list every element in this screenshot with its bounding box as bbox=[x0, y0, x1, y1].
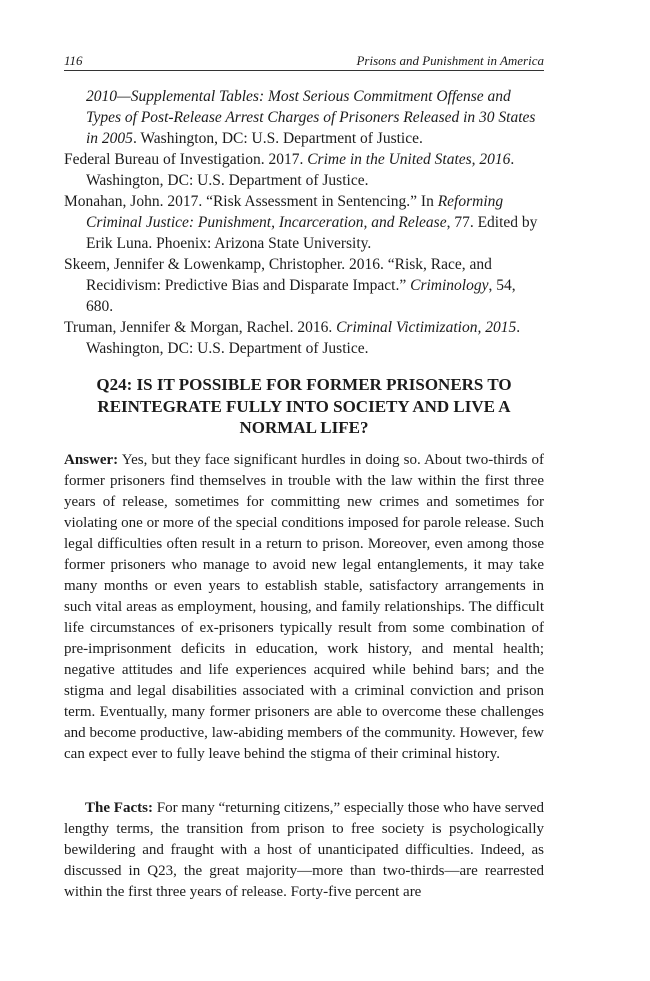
reference-entry bbox=[64, 191, 544, 254]
reference-text: Monahan, John. 2017. “Risk Assessment in Sentencing.” In bbox=[64, 193, 438, 210]
page-number: 116 bbox=[64, 53, 83, 68]
reference-text: , 77. Edited by Erik Luna. Phoenix: Arizona State University. bbox=[86, 214, 538, 252]
reference-text: , 54, 680. bbox=[86, 277, 516, 315]
reference-entry bbox=[64, 317, 544, 359]
facts-paragraph bbox=[64, 798, 544, 903]
reference-title: Reforming Criminal Justice: Punishment, Incarceration, and Release bbox=[86, 193, 504, 231]
page-header bbox=[64, 50, 544, 71]
facts-text: For many “returning citizens,” especially those who have served lengthy terms, the transition from prison to free society is psychologically bewildering and fraught with a host of unanticipated difficulties. Indeed, as discussed in Q23, the great majority—more than two-thirds—are rearrested within the first three years of release. Forty-five percent are bbox=[64, 800, 545, 900]
reference-list bbox=[64, 86, 544, 359]
reference-text: . Washington, DC: U.S. Department of Justice. bbox=[86, 319, 521, 357]
reference-title: Criminal Victimization, 2015 bbox=[336, 319, 517, 336]
reference-title: 2010—Supplemental Tables: Most Serious Commitment Offense and Types of Post-Release Arrest Charges of Prisoners Released in 30 States in 2005 bbox=[86, 88, 536, 147]
answer-label: Answer: bbox=[64, 452, 119, 468]
facts-label: The Facts: bbox=[85, 800, 153, 816]
reference-entry bbox=[64, 86, 544, 149]
reference-entry bbox=[64, 149, 544, 191]
reference-title: Crime in the United States, 2016 bbox=[307, 151, 511, 168]
reference-text: Federal Bureau of Investigation. 2017. bbox=[64, 151, 308, 168]
answer-paragraph bbox=[64, 450, 544, 765]
reference-text: Skeem, Jennifer & Lowenkamp, Christopher. 2016. “Risk, Race, and Recidivism: Predictive Bias and Disparate Impact.” bbox=[64, 256, 492, 294]
answer-text: Yes, but they face significant hurdles in doing so. About two-thirds of former prisoners find themselves in trouble with the law within the first three years of release, sometimes for committing new crimes and sometimes for violating one or more of the special conditions imposed for parole release. Such legal difficulties often result in a return to prison. Moreover, even among those former prisoners who manage to avoid new legal entanglements, it may take many months or even years to establish stable, satisfactory arrangements in such vital areas as employment, housing, and family relationships. The difficult life circumstances of ex-prisoners typically result from some combination of pre-imprisonment deficits in education, work history, and mental health; negative attitudes and life experiences acquired while behind bars; and the stigma and legal disabilities associated with a criminal conviction and prison term. Eventually, many former prisoners are able to overcome these challenges and become productive, law-abiding members of the community. However, few can expect ever to fully leave behind the stigma of their criminal history. bbox=[64, 452, 545, 762]
reference-text: . Washington, DC: U.S. Department of Justice. bbox=[132, 130, 423, 147]
reference-title: Criminology bbox=[410, 277, 489, 294]
reference-entry bbox=[64, 254, 544, 317]
reference-text: Truman, Jennifer & Morgan, Rachel. 2016. bbox=[64, 319, 337, 336]
reference-text: . Washington, DC: U.S. Department of Justice. bbox=[86, 151, 515, 189]
running-title: Prisons and Punishment in America bbox=[356, 53, 544, 68]
question-heading: Q24: IS IT POSSIBLE FOR FORMER PRISONERS TO REINTEGRATE FULLY INTO SOCIETY AND LIVE A NORMAL LIFE? bbox=[96, 375, 512, 437]
